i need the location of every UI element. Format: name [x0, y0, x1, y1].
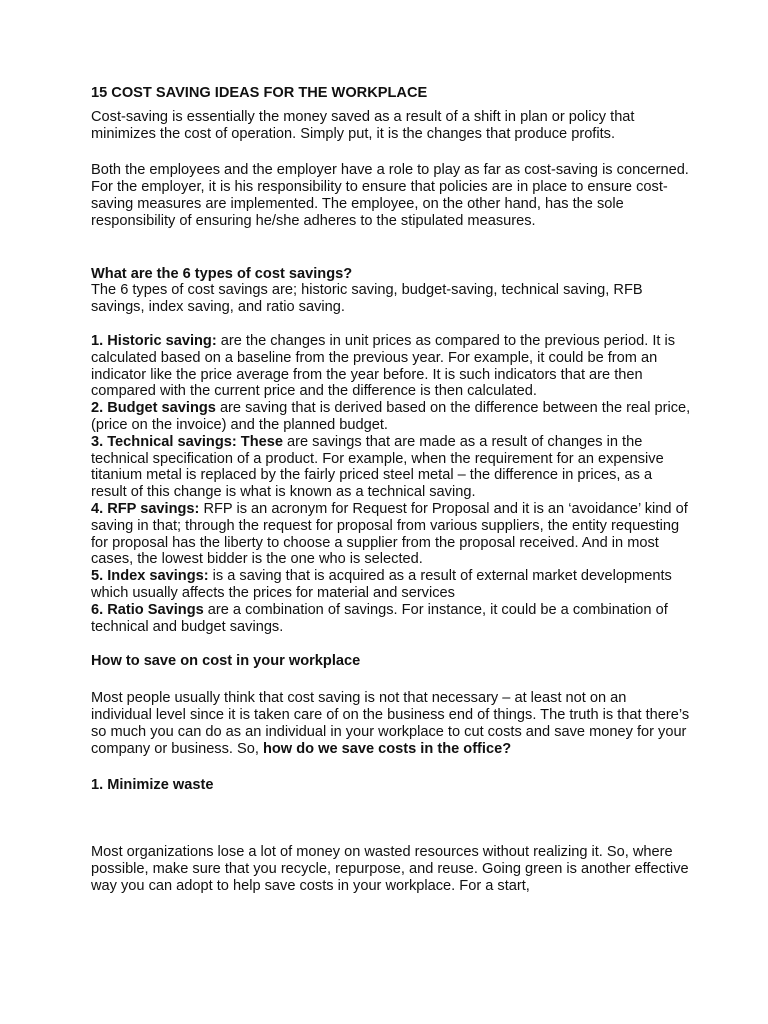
list-item-text: are savings that are made as a result of changes in the technical specification of a product. For example, when the requirement for an expensive titanium metal is replaced by the fairly priced steel metal – the difference in prices, as a result of this change is what is known as a technical saving.: [91, 433, 664, 501]
list-item-label: 6. Ratio Savings: [91, 601, 204, 618]
intro-paragraph-2: Both the employees and the employer have a role to play as far as cost-saving is concerned. For the employer, it is his responsibility to ensure that policies are in place to ensure cost-saving measures are implemented. The employee, on the other hand, has the sole responsibility of ensuring he/she adheres to the stipulated measures.: [91, 162, 689, 229]
types-list: [91, 333, 691, 635]
list-item-label: 5. Index savings:: [91, 568, 209, 585]
how-paragraph-bold: how do we save costs in the office?: [262, 740, 512, 757]
document-page: [91, 85, 691, 894]
list-item: [91, 568, 691, 602]
types-heading: What are the 6 types of cost savings?: [91, 265, 353, 282]
list-item-text: is a saving that is acquired as a result of external market developments which usually affects the prices for material and services: [91, 568, 672, 601]
list-item-text: are a combination of savings. For instance, it could be a combination of technical and budget savings.: [91, 601, 668, 635]
intro-paragraph-1: Cost-saving is essentially the money saved as a result of a shift in plan or policy that minimizes the cost of operation. Simply put, it is the changes that produce profits.: [91, 108, 635, 142]
list-item-label: 2. Budget savings: [91, 400, 216, 417]
list-item: [91, 602, 691, 636]
list-item-label: 4. RFP savings:: [91, 500, 200, 517]
how-paragraph: Most people usually think that cost saving is not that necessary – at least not on an individual level since it is taken care of on the business end of things. The truth is that there’s so much you can do as an individual in your workplace to cut costs and save money for your company or business. So, how do we save costs in the office?: [91, 690, 690, 757]
list-item-label: 3. Technical savings: These: [91, 433, 283, 450]
list-item-label: 1. Historic saving:: [91, 332, 217, 349]
waste-heading: 1. Minimize waste: [91, 777, 214, 794]
list-item: [91, 434, 691, 501]
list-item: [91, 400, 691, 434]
list-item-text: RFP is an acronym for Request for Proposal and it is an ‘avoidance’ kind of saving in that; through the request for proposal from various suppliers, the entity requesting for proposal has the liberty to choose a supplier from the proposal received. And in most cases, the lowest bidder is the one who is selected.: [91, 500, 688, 568]
waste-paragraph: Most organizations lose a lot of money on wasted resources without realizing it. So, where possible, make sure that you recycle, repurpose, and reuse. Going green is another effective way you can adopt to help save costs in your workplace. For a start,: [91, 844, 689, 894]
document-title: 15 COST SAVING IDEAS FOR THE WORKPLACE: [91, 85, 428, 101]
types-summary: The 6 types of cost savings are; historic saving, budget-saving, technical saving, RFB savings, index saving, and ratio saving.: [91, 282, 643, 316]
list-item: [91, 501, 691, 568]
list-item-text: are the changes in unit prices as compared to the previous period. It is calculated based on a baseline from the previous year. For example, it could be from an indicator like the price average from the year before. It is such indicators that are then compared with the current price and the difference is then calculated.: [91, 332, 676, 400]
list-item: [91, 333, 691, 400]
list-item-text: are saving that is derived based on the difference between the real price, (price on the invoice) and the planned budget.: [91, 400, 691, 433]
how-heading: How to save on cost in your workplace: [91, 653, 361, 670]
